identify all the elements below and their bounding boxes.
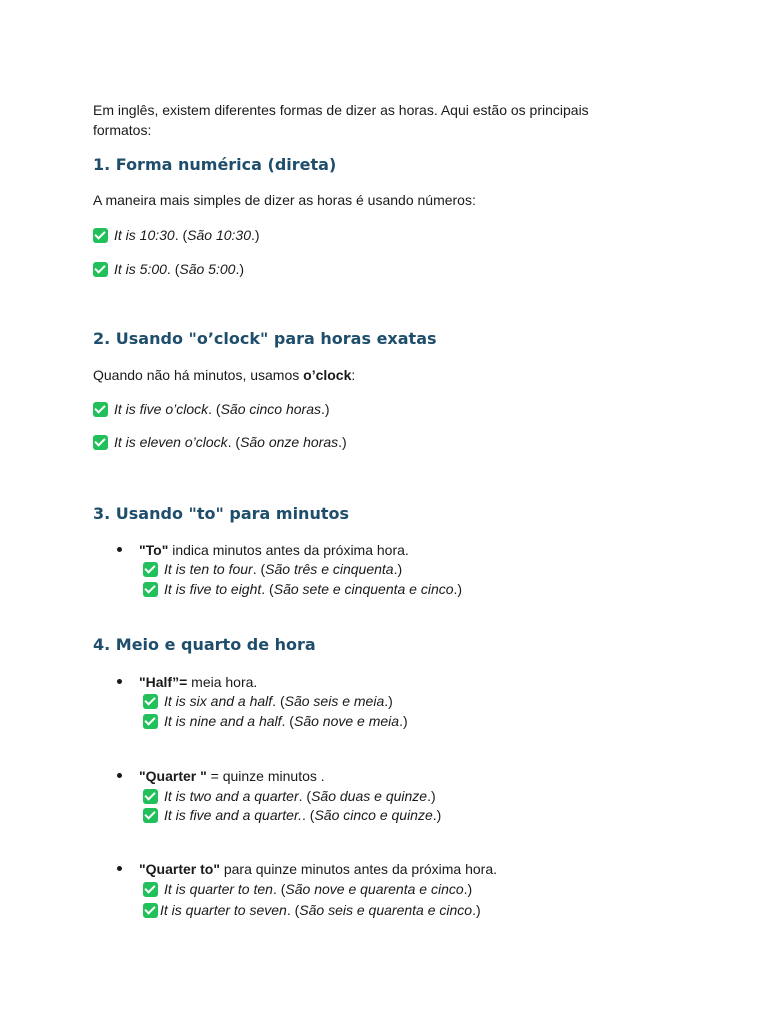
example-separator: . ( bbox=[261, 581, 274, 597]
example-line bbox=[93, 711, 408, 731]
example-separator: . ( bbox=[298, 788, 312, 804]
example-english: It is ten to four bbox=[164, 561, 253, 577]
example-portuguese: São nove e meia bbox=[293, 713, 400, 729]
example-portuguese: São 10:30 bbox=[187, 227, 251, 243]
example-end: .) bbox=[384, 693, 393, 709]
bullet-item-quarter-to bbox=[93, 859, 497, 879]
bullet-description: meia hora. bbox=[187, 674, 258, 690]
bullet-bold-term: "Quarter " bbox=[139, 768, 207, 784]
example-portuguese: São seis e quarenta e cinco bbox=[299, 902, 473, 918]
example-english: It is eleven o’clock bbox=[114, 434, 228, 450]
example-line bbox=[93, 691, 393, 711]
example-line bbox=[93, 559, 402, 579]
check-mark-icon bbox=[143, 582, 158, 597]
example-line bbox=[93, 399, 330, 419]
example-separator: . ( bbox=[208, 401, 221, 417]
example-english: It is 10:30 bbox=[114, 227, 175, 243]
bullet-description: para quinze minutos antes da próxima hora. bbox=[219, 861, 497, 877]
example-portuguese: São 5:00 bbox=[179, 261, 236, 277]
example-separator: . ( bbox=[281, 713, 294, 729]
example-line bbox=[93, 786, 436, 806]
example-english: It is five to eight bbox=[164, 581, 262, 597]
example-separator: . ( bbox=[252, 561, 266, 577]
example-line bbox=[93, 900, 481, 920]
check-mark-icon bbox=[143, 789, 158, 804]
bullet-bold-term: "To" bbox=[139, 542, 169, 558]
bullet-icon bbox=[117, 773, 122, 778]
bullet-bold-term: "Quarter to" bbox=[139, 861, 220, 877]
example-portuguese: São nove e quarenta e cinco bbox=[285, 881, 464, 897]
example-english: It is quarter to ten bbox=[164, 881, 273, 897]
bullet-text bbox=[139, 859, 497, 879]
example-portuguese: São duas e quinze bbox=[311, 788, 428, 804]
check-mark-icon bbox=[143, 714, 158, 729]
bullet-item-to bbox=[93, 540, 409, 560]
intro-line-1: Em inglês, existem diferentes formas de dizer as horas. Aqui estão os principais bbox=[93, 102, 589, 118]
example-english: It is two and a quarter bbox=[164, 788, 299, 804]
example-end: .) bbox=[393, 561, 403, 577]
example-portuguese: São onze horas bbox=[240, 434, 339, 450]
bullet-text bbox=[139, 540, 409, 560]
bullet-description: indica minutos antes da próxima hora. bbox=[168, 542, 409, 558]
section-1-heading: 1. Forma numérica (direta) bbox=[93, 155, 337, 174]
example-line bbox=[93, 579, 462, 599]
example-separator: . ( bbox=[166, 261, 180, 277]
example-separator: . ( bbox=[227, 434, 241, 450]
example-end: .) bbox=[427, 788, 436, 804]
example-english: It is nine and a half bbox=[164, 713, 282, 729]
bullet-icon bbox=[117, 547, 122, 552]
check-mark-icon bbox=[93, 402, 108, 417]
example-portuguese: São sete e cinquenta e cinco bbox=[273, 581, 454, 597]
bullet-item-half bbox=[93, 672, 257, 692]
bullet-item-quarter bbox=[93, 766, 325, 786]
intro-line-2: formatos: bbox=[93, 122, 152, 138]
lead-colon: : bbox=[351, 367, 356, 383]
check-mark-icon bbox=[143, 903, 158, 918]
example-end: .) bbox=[472, 902, 481, 918]
section-2-heading: 2. Usando "o’clock" para horas exatas bbox=[93, 329, 437, 348]
check-mark-icon bbox=[143, 808, 158, 823]
example-end: .) bbox=[463, 881, 473, 897]
example-line bbox=[93, 225, 260, 245]
bullet-bold-term: "Half”= bbox=[139, 674, 188, 690]
example-portuguese: São cinco horas bbox=[220, 401, 321, 417]
example-line bbox=[93, 879, 472, 899]
example-end: .) bbox=[432, 807, 442, 823]
example-english: It is five o’clock bbox=[114, 401, 209, 417]
example-line bbox=[93, 259, 244, 279]
bullet-icon bbox=[117, 679, 122, 684]
example-end: .) bbox=[251, 227, 260, 243]
example-separator: . ( bbox=[272, 881, 286, 897]
example-portuguese: São três e cinquenta bbox=[265, 561, 394, 577]
example-end: .) bbox=[235, 261, 244, 277]
bullet-text bbox=[139, 672, 257, 692]
lead-bold-term: o’clock bbox=[303, 367, 352, 383]
example-separator: . ( bbox=[286, 902, 300, 918]
section-1-lead: A maneira mais simples de dizer as horas é usando números: bbox=[93, 192, 476, 208]
example-separator: . ( bbox=[174, 227, 188, 243]
check-mark-icon bbox=[143, 882, 158, 897]
example-end: .) bbox=[399, 713, 408, 729]
example-english: It is quarter to seven bbox=[160, 902, 287, 918]
example-line bbox=[93, 805, 441, 825]
example-separator: . ( bbox=[272, 693, 285, 709]
example-end: .) bbox=[321, 401, 330, 417]
section-2-lead bbox=[93, 365, 355, 385]
lead-text: Quando não há minutos, usamos bbox=[93, 367, 304, 383]
intro-paragraph bbox=[93, 100, 589, 140]
check-mark-icon bbox=[143, 562, 158, 577]
example-line bbox=[93, 432, 347, 452]
check-mark-icon bbox=[93, 435, 108, 450]
example-end: .) bbox=[453, 581, 463, 597]
check-mark-icon bbox=[93, 228, 108, 243]
section-4-heading: 4. Meio e quarto de hora bbox=[93, 635, 316, 654]
example-english: It is 5:00 bbox=[114, 261, 167, 277]
section-3-heading: 3. Usando "to" para minutos bbox=[93, 504, 349, 523]
example-portuguese: São cinco e quinze bbox=[314, 807, 433, 823]
example-english: It is six and a half bbox=[164, 693, 273, 709]
example-separator: . ( bbox=[302, 807, 315, 823]
check-mark-icon bbox=[143, 694, 158, 709]
example-english: It is five and a quarter. bbox=[164, 807, 302, 823]
bullet-description: = quinze minutos . bbox=[206, 768, 325, 784]
example-end: .) bbox=[338, 434, 347, 450]
bullet-text bbox=[139, 766, 325, 786]
example-portuguese: São seis e meia bbox=[284, 693, 385, 709]
check-mark-icon bbox=[93, 262, 108, 277]
bullet-icon bbox=[117, 866, 122, 871]
